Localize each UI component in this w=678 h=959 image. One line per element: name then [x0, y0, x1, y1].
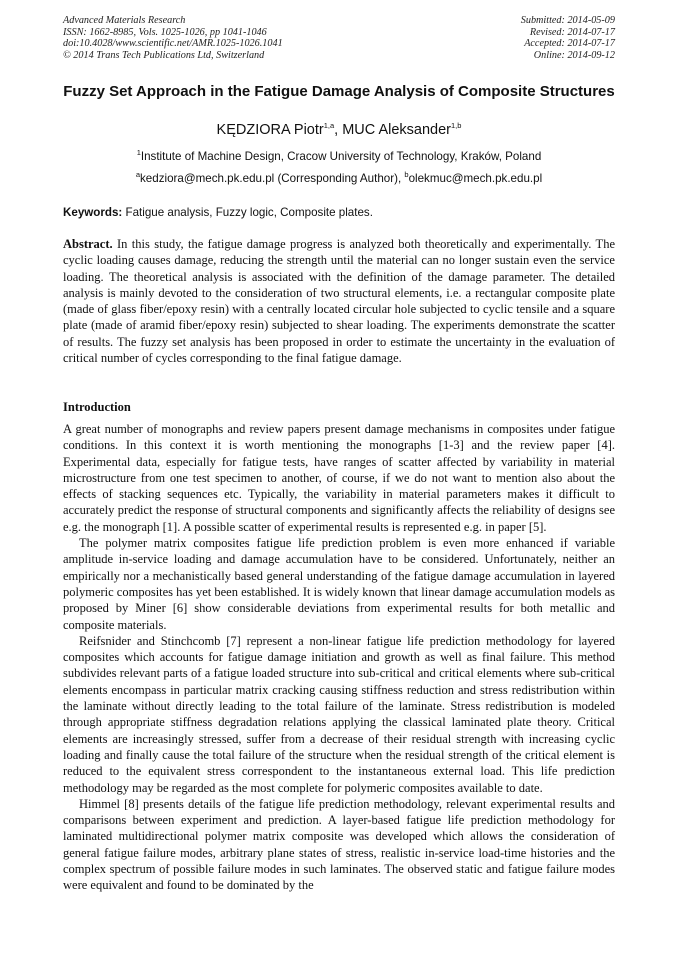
abstract-text: In this study, the fatigue damage progress is analyzed both theoretically and experimentally. The cyclic loading causes damage, reducing the strength until the material can no longer sustain even the service loading. The theoretical analysis is associated with the definition of the damage parameter. The detailed analysis is mainly devoted to the consideration of two structural elements, i.e. a rectangular composite plate (made of glass fiber/epoxy resin) with a centrally located circular hole subjected to cyclic tensile and a square plate (made of aramid fiber/epoxy resin) subjected to shear loading. The experiments demonstrate the scatter of results. The fuzzy set analysis has been proposed in order to estimate the uncertainty in the evaluation of critical number of cycles corresponding to the final fatigue damage.	[63, 237, 615, 366]
affiliation-text: Institute of Machine Design, Cracow University of Technology, Kraków, Poland	[140, 150, 542, 163]
abstract	[63, 236, 615, 366]
email-b: olekmuc@mech.pk.edu.pl	[408, 172, 543, 185]
author-2: MUC Aleksander	[342, 122, 452, 138]
issn-line: ISSN: 1662-8985, Vols. 1025-1026, pp 1041-1046	[63, 26, 267, 38]
author-line	[63, 121, 615, 139]
online-date: Online: 2014-09-12	[533, 49, 615, 61]
email-a-mark: a	[135, 170, 140, 180]
email-b-mark: b	[404, 170, 409, 180]
author-1-affiliation-mark: 1,a	[323, 121, 335, 131]
author-emails	[63, 172, 615, 186]
intro-paragraph-3: Reifsnider and Stinchcomb [7] represent a non-linear fatigue life prediction methodology for layered composites which accounts for fatigue damage initiation and growth as well as final failure. This method subdivides relevant parts of a fatigue loaded structure into sub-critical and critical elements where sub-critical elements encompass in particular matrix cracking causing stiffness reduction and stress redistribution within the laminate without directly leading to the total failure of the laminate. Stress redistribution is modeled through appropriate stiffness degradation relations applying the classical laminated plate theory. Critical elements are increasingly stressed, suffer from a decrease of their residual strength with increasing cyclic loading and finally cause the total failure of the structure when the residual strength of the critical element is reduced to the equivalent stress correspondent to the instantaneous external load. This life prediction methodology may be regarded as the most complete for polymeric composites available to date.	[63, 633, 615, 795]
doi-line: doi:10.4028/www.scientific.net/AMR.1025-1026.1041	[63, 38, 283, 50]
introduction-heading: Introduction	[63, 400, 131, 414]
keywords-text: Fatigue analysis, Fuzzy logic, Composite plates.	[122, 206, 373, 219]
author-1: KĘDZIORA Piotr	[216, 122, 324, 138]
keywords	[63, 206, 615, 220]
affiliation	[63, 150, 615, 164]
accepted-date: Accepted: 2014-07-17	[524, 38, 615, 50]
introduction-body	[63, 421, 615, 894]
affiliation-mark: 1	[136, 148, 141, 158]
intro-paragraph-2: The polymer matrix composites fatigue life prediction problem is even more enhanced if variable amplitude in-service loading and damage accumulation have to be considered. Unfortunately, neither an empirically nor a mechanistically based general understanding of the fatigue damage accumulation in layered polymeric composites has yet been established. It is widely known that linear damage accumulation models as proposed by Miner [6] show considerable deviations from experimental results for both metallic and composite materials.	[63, 536, 615, 632]
journal-name: Advanced Materials Research	[63, 15, 186, 26]
intro-paragraph-4: Himmel [8] presents details of the fatigue life prediction methodology, relevant experimental results and comparisons between experiment and prediction. A layer-based fatigue life prediction methodology for laminated multidirectional polymer matrix composite was developed which allows the consideration of general fatigue failure modes, arbitrary plane states of stress, realistic in-service load-time histories and the complex spectrum of possible failure modes in such laminates. The observed static and fatigue failure modes were equivalent and found to be dominated by the	[63, 796, 615, 893]
paper-title: Fuzzy Set Approach in the Fatigue Damage Analysis of Composite Structures	[63, 83, 615, 100]
revised-date: Revised: 2014-07-17	[529, 26, 615, 38]
keywords-label: Keywords:	[63, 206, 123, 219]
copyright-line: © 2014 Trans Tech Publications Ltd, Switzerland	[63, 49, 265, 61]
email-a: kedziora@mech.pk.edu.pl (Corresponding Author),	[140, 172, 405, 185]
intro-paragraph-1: A great number of monographs and review papers present damage mechanisms in composites under fatigue conditions. In this context it is worth mentioning the monographs [1-3] and the review paper [4]. Experimental data, especially for fatigue tests, have ranges of scatter affected by variability in material microstructure from one test specimen to another, of course, if we do not want to mention also about the effects of stacking sequences etc. Typically, the variability in material parameters makes it difficult to accurately predict the response of structural components and significantly affects the reliability of designs see e.g. the monograph [1]. A possible scatter of experimental results is represented e.g. in paper [5].	[63, 422, 615, 534]
submitted-date: Submitted: 2014-05-09	[520, 15, 615, 26]
dates-header	[521, 15, 615, 61]
abstract-label: Abstract.	[63, 237, 113, 251]
author-separator: ,	[334, 122, 343, 138]
journal-header	[63, 15, 283, 61]
author-2-affiliation-mark: 1,b	[451, 121, 462, 131]
